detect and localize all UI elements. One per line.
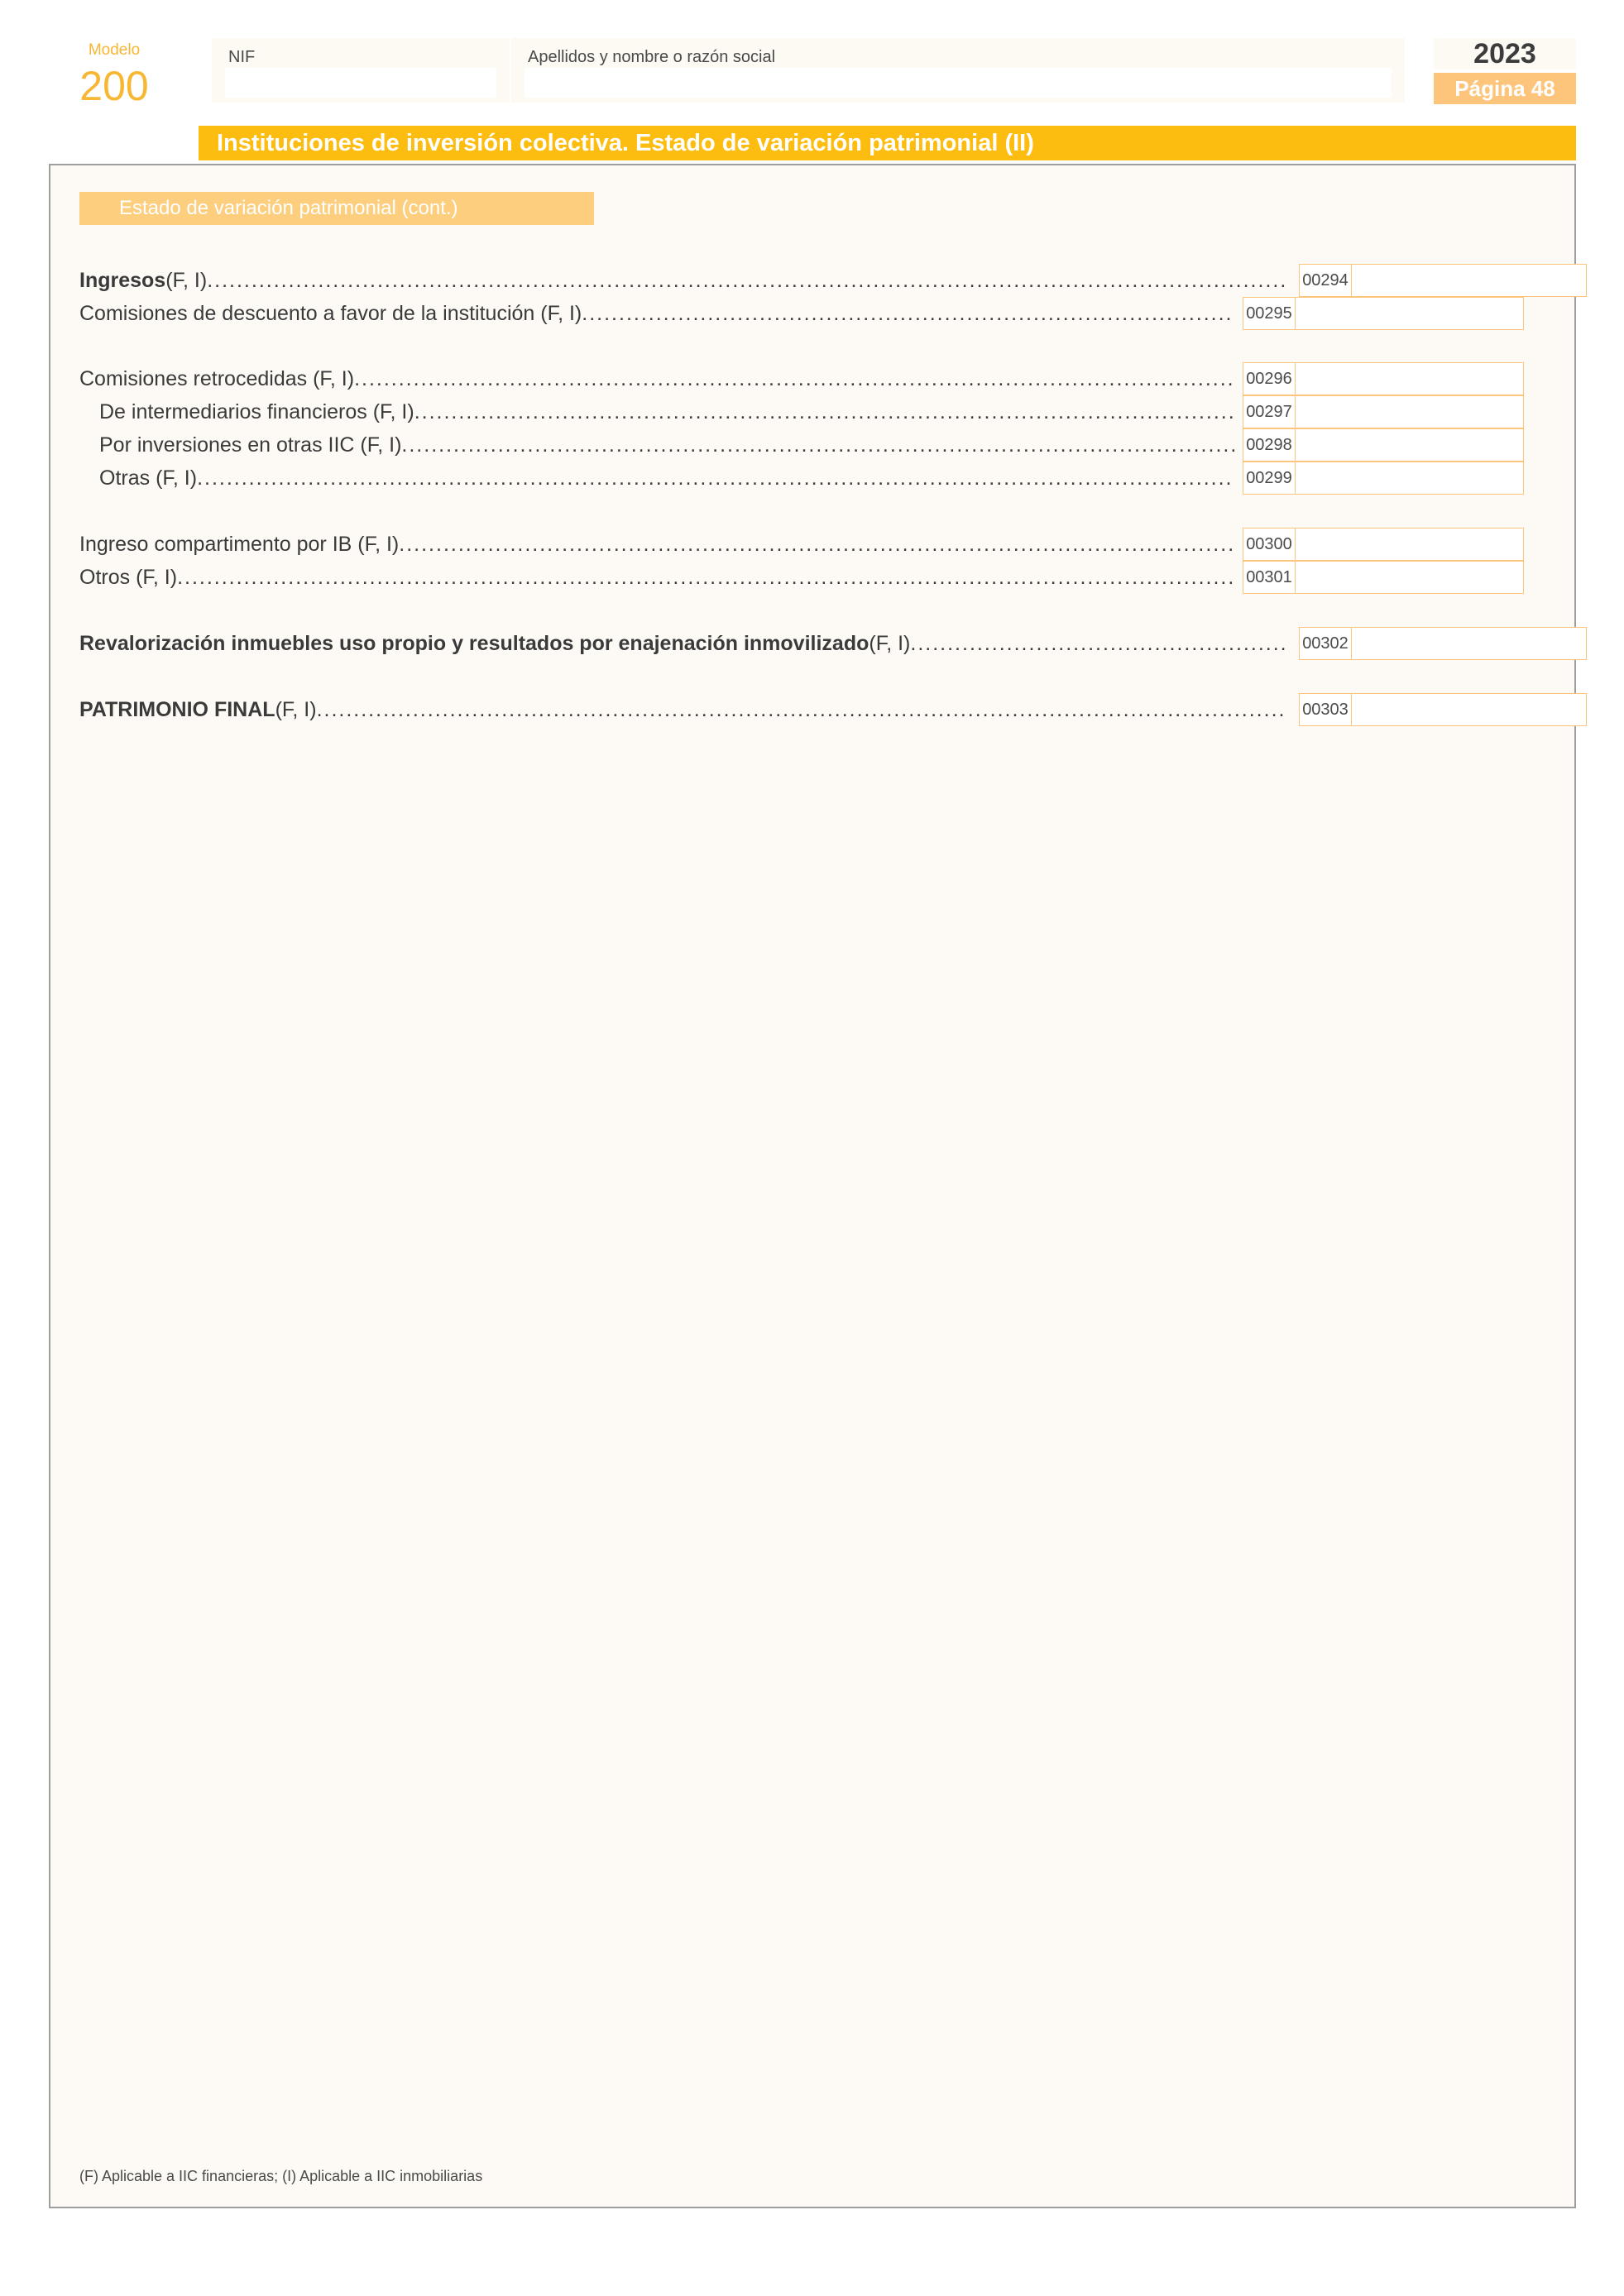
footnote: (F) Aplicable a IIC financieras; (I) Aplicable a IIC inmobiliarias (79, 2168, 483, 2184)
value-input[interactable] (1296, 528, 1524, 561)
value-input[interactable] (1296, 395, 1524, 428)
row-label-text: (F, I) (165, 269, 208, 292)
row-label (79, 693, 1287, 726)
box-code: 00300 (1243, 528, 1296, 561)
value-input[interactable] (1352, 264, 1587, 297)
value-input[interactable] (1352, 693, 1587, 726)
value-input[interactable] (1296, 428, 1524, 462)
dot-leader (399, 528, 1234, 561)
dot-leader (582, 297, 1234, 330)
box-code: 00294 (1299, 264, 1352, 297)
row-label (79, 462, 1234, 495)
row-label (79, 627, 1287, 660)
box-code: 00301 (1243, 561, 1296, 594)
year: 2023 (1473, 38, 1536, 69)
box-code: 00299 (1243, 462, 1296, 495)
box-code: 00298 (1243, 428, 1296, 462)
row-label-text: (F, I) (275, 698, 317, 721)
value-input[interactable] (1352, 627, 1587, 660)
dot-leader (414, 395, 1234, 428)
form-panel (49, 164, 1576, 2208)
section-title-text: Estado de variación patrimonial (cont.) (119, 197, 458, 219)
page-title (199, 126, 1576, 160)
row-label-text: Comisiones retrocedidas (F, I) (79, 367, 355, 390)
page-title-text: Instituciones de inversión colectiva. Estado de variación patrimonial (II) (217, 130, 1034, 156)
row-label-bold: PATRIMONIO FINAL (79, 698, 275, 721)
value-input[interactable] (1296, 561, 1524, 594)
row-label (79, 395, 1234, 428)
row-label-text: Por inversiones en otras IIC (F, I) (99, 433, 402, 457)
row-label (79, 561, 1234, 594)
row-00296 (79, 362, 1524, 395)
value-input[interactable] (1296, 297, 1524, 330)
dot-leader (401, 428, 1234, 462)
page-number: Página 48 (1434, 73, 1576, 104)
row-label-text: (F, I) (869, 632, 911, 655)
year-box (1434, 38, 1576, 69)
row-00300 (79, 528, 1524, 561)
row-00297 (79, 395, 1524, 428)
row-label-text: Otros (F, I) (79, 566, 178, 589)
dot-leader (197, 462, 1234, 495)
dot-leader (317, 693, 1287, 726)
row-00303 (79, 693, 1587, 726)
box-code: 00303 (1299, 693, 1352, 726)
dot-leader (177, 561, 1234, 594)
row-00294 (79, 264, 1587, 297)
row-label-text: Ingreso compartimento por IB (F, I) (79, 533, 400, 556)
row-00301 (79, 561, 1524, 594)
value-input[interactable] (1296, 362, 1524, 395)
row-label (79, 528, 1234, 561)
box-code: 00297 (1243, 395, 1296, 428)
row-label-text: Comisiones de descuento a favor de la institución (F, I) (79, 302, 582, 325)
nif-label: NIF (228, 48, 256, 66)
row-label-text: Otras (F, I) (99, 466, 198, 490)
row-label-bold: Revalorización inmuebles uso propio y resultados por enajenación inmovilizado (79, 632, 869, 655)
nif-field (212, 38, 510, 103)
dot-leader (354, 362, 1234, 395)
value-input[interactable] (1296, 462, 1524, 495)
row-00298 (79, 428, 1524, 462)
row-00302 (79, 627, 1587, 660)
modelo-label: Modelo (88, 41, 141, 59)
name-input[interactable] (525, 68, 1392, 98)
section-title (79, 192, 594, 225)
nif-input[interactable] (225, 68, 496, 98)
row-label (79, 362, 1234, 395)
row-label (79, 297, 1234, 330)
row-label (79, 264, 1287, 297)
name-field (511, 38, 1405, 103)
row-label-bold: Ingresos (79, 269, 166, 292)
box-code: 00296 (1243, 362, 1296, 395)
dot-leader (207, 264, 1287, 297)
box-code: 00302 (1299, 627, 1352, 660)
row-00295 (79, 297, 1524, 330)
dot-leader (910, 627, 1287, 660)
box-code: 00295 (1243, 297, 1296, 330)
row-label (79, 428, 1234, 462)
row-00299 (79, 462, 1524, 495)
row-label-text: De intermediarios financieros (F, I) (99, 400, 414, 423)
name-label: Apellidos y nombre o razón social (528, 48, 776, 66)
modelo-number: 200 (79, 63, 149, 109)
